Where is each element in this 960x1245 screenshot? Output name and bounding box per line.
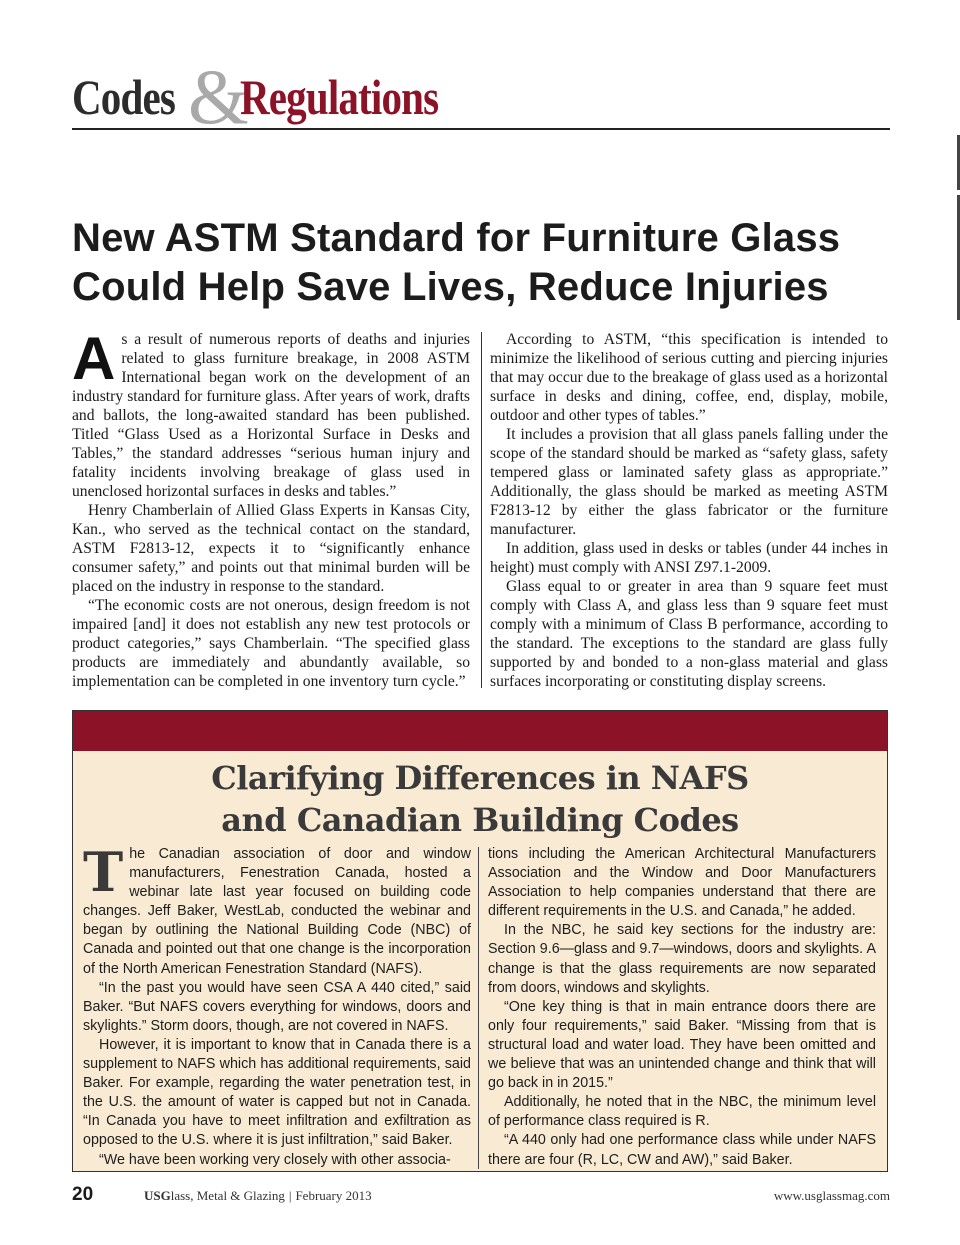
publication-name-bold: USG xyxy=(144,1188,171,1203)
footer-separator: | xyxy=(288,1188,292,1203)
sidebar-dropcap: T xyxy=(83,840,124,904)
article-dropcap: A xyxy=(72,325,116,392)
sidebar-paragraph: “In the past you would have seen CSA A 440 cited,” said Baker. “But NAFS covers everything for windows, doors and skylights.” Storm doors, though, are not covered in NAFS. xyxy=(83,979,471,1034)
publication-name-rest: lass, Metal & Glazing xyxy=(170,1188,285,1203)
sidebar-title xyxy=(73,757,887,841)
article-paragraph: According to ASTM, “this specification is intended to minimize the likelihood of serious cutting and piercing injuries that may occur due to the breakage of glass used as a horizontal surface in desks and dining, coffee, end, display, mobile, outdoor and other types of tables.” xyxy=(490,331,888,424)
page-number: 20 xyxy=(72,1184,94,1205)
column-divider xyxy=(481,332,482,688)
section-header xyxy=(72,53,890,140)
sidebar-title-line: Clarifying Differences in NAFS xyxy=(211,759,749,797)
article-paragraph: Henry Chamberlain of Allied Glass Experts in Kansas City, Kan., who served as the technical contact on the standard, ASTM F2813-12, expects it to “significantly enhance consumer safety,” and points out that minimal burden will be placed on the industry in response to the standard. xyxy=(72,502,470,595)
website-url: www.usglassmag.com xyxy=(773,1188,890,1203)
article-paragraph-text: s a result of numerous reports of deaths and injuries related to glass furniture breakage, in 2008 ASTM International began work on the development of an industry standard for furniture glass. After years of work, drafts and ballots, the long-awaited standard has been published. Titled “Glass Used as a Horizontal Surface in Desks and Tables,” the standard addresses “serious human injury and fatality incidents involving breakage of glass used in unenclosed horizontal surfaces in desks and tables.” xyxy=(72,331,470,500)
sidebar-paragraph xyxy=(83,840,471,979)
article-body xyxy=(72,325,890,690)
publication-name xyxy=(144,1188,372,1204)
sidebar-paragraph-text: he Canadian association of door and window manufacturers, Fenestration Canada, hosted a webinar late last year focused on building code changes. Jeff Baker, WestLab, conducted the webinar and began by outlining the National Building Code (NBC) of Canada and pointed out that one change is the incorporation of the North American Fenestration Standard (NAFS). xyxy=(83,846,471,977)
sidebar-color-bar xyxy=(73,711,887,751)
sidebar-paragraph: “We have been working very closely with other associa- xyxy=(99,1151,451,1168)
article-paragraph xyxy=(72,325,470,501)
sidebar-paragraph: “A 440 only had one performance class while under NAFS there are four (R, LC, CW and AW),” said Baker. xyxy=(488,1132,876,1168)
sidebar-box xyxy=(72,710,888,1172)
sidebar-column-right xyxy=(488,845,876,1170)
section-word-regulations: Regulations xyxy=(240,69,439,125)
sidebar-column-left xyxy=(83,840,471,1170)
sidebar-paragraph: tions including the American Architectural Manufacturers Association and the Window and Door Manufacturers Association to help companies understand that there are different requirements in the U.S. and Canada,” he added. xyxy=(488,846,876,920)
sidebar-paragraph: However, it is important to know that in Canada there is a supplement to NAFS which has additional requirements, said Baker. For example, regarding the water penetration test, in the U.S. the amount of water is capped but not in Canada. “In Canada you have to meet infiltration and exfiltration as opposed to the U.S. where it is just infiltration,” said Baker. xyxy=(83,1036,471,1149)
article-paragraph: Glass equal to or greater in area than 9 square feet must comply with Class A, and glass less than 9 square feet must comply with a minimum of Class B performance, according to the standard. The exceptions to the standard are glass fully supported by and bonded to a non-glass material and glass surfaces incorporating or constituting display screens. xyxy=(490,578,888,690)
article-paragraph: It includes a provision that all glass panels falling under the scope of the standard should be marked as “safety glass, safety tempered glass or laminated safety glass as appropriate.” Additionally, the glass should be marked as meeting ASTM F2813-12 by either the glass fabricator or the furniture manufacturer. xyxy=(490,426,888,538)
sidebar-paragraph: Additionally, he noted that in the NBC, the minimum level of performance class required is R. xyxy=(488,1094,876,1130)
section-word-codes: Codes xyxy=(72,69,175,125)
page-footer xyxy=(72,1184,890,1208)
article-paragraph: In addition, glass used in desks or tables (under 44 inches in height) must comply with ANSI Z97.1-2009. xyxy=(490,540,888,576)
sidebar-paragraph: In the NBC, he said key sections for the industry are: Section 9.6—glass and 9.7—windows, doors and skylights. A change is that the glass requirements are now separated from doors, windows and skylights. xyxy=(488,922,876,996)
article-paragraph: “The economic costs are not onerous, design freedom is not impaired [and] it does not establish any new test protocols or product categories,” says Chamberlain. “The specified glass products are immediately and abundantly available, so implementation can be completed in one inventory turn cycle.” xyxy=(72,597,470,690)
sidebar-column-divider xyxy=(478,847,479,1169)
article-column-left xyxy=(72,325,470,691)
sidebar-paragraph: “One key thing is that in main entrance doors there are only four requirements,” said Baker. “Missing from that is structural load and water load. They have been omitted and we believe that was an unintended change and think that will go back in in 2015.” xyxy=(488,998,876,1092)
article-column-right xyxy=(490,330,888,691)
sidebar-title-line: and Canadian Building Codes xyxy=(221,801,739,839)
issue-date: February 2013 xyxy=(295,1188,372,1203)
section-ampersand: & xyxy=(188,53,249,140)
article-headline: New ASTM Standard for Furniture Glass Could Help Save Lives, Reduce Injuries xyxy=(72,216,841,309)
